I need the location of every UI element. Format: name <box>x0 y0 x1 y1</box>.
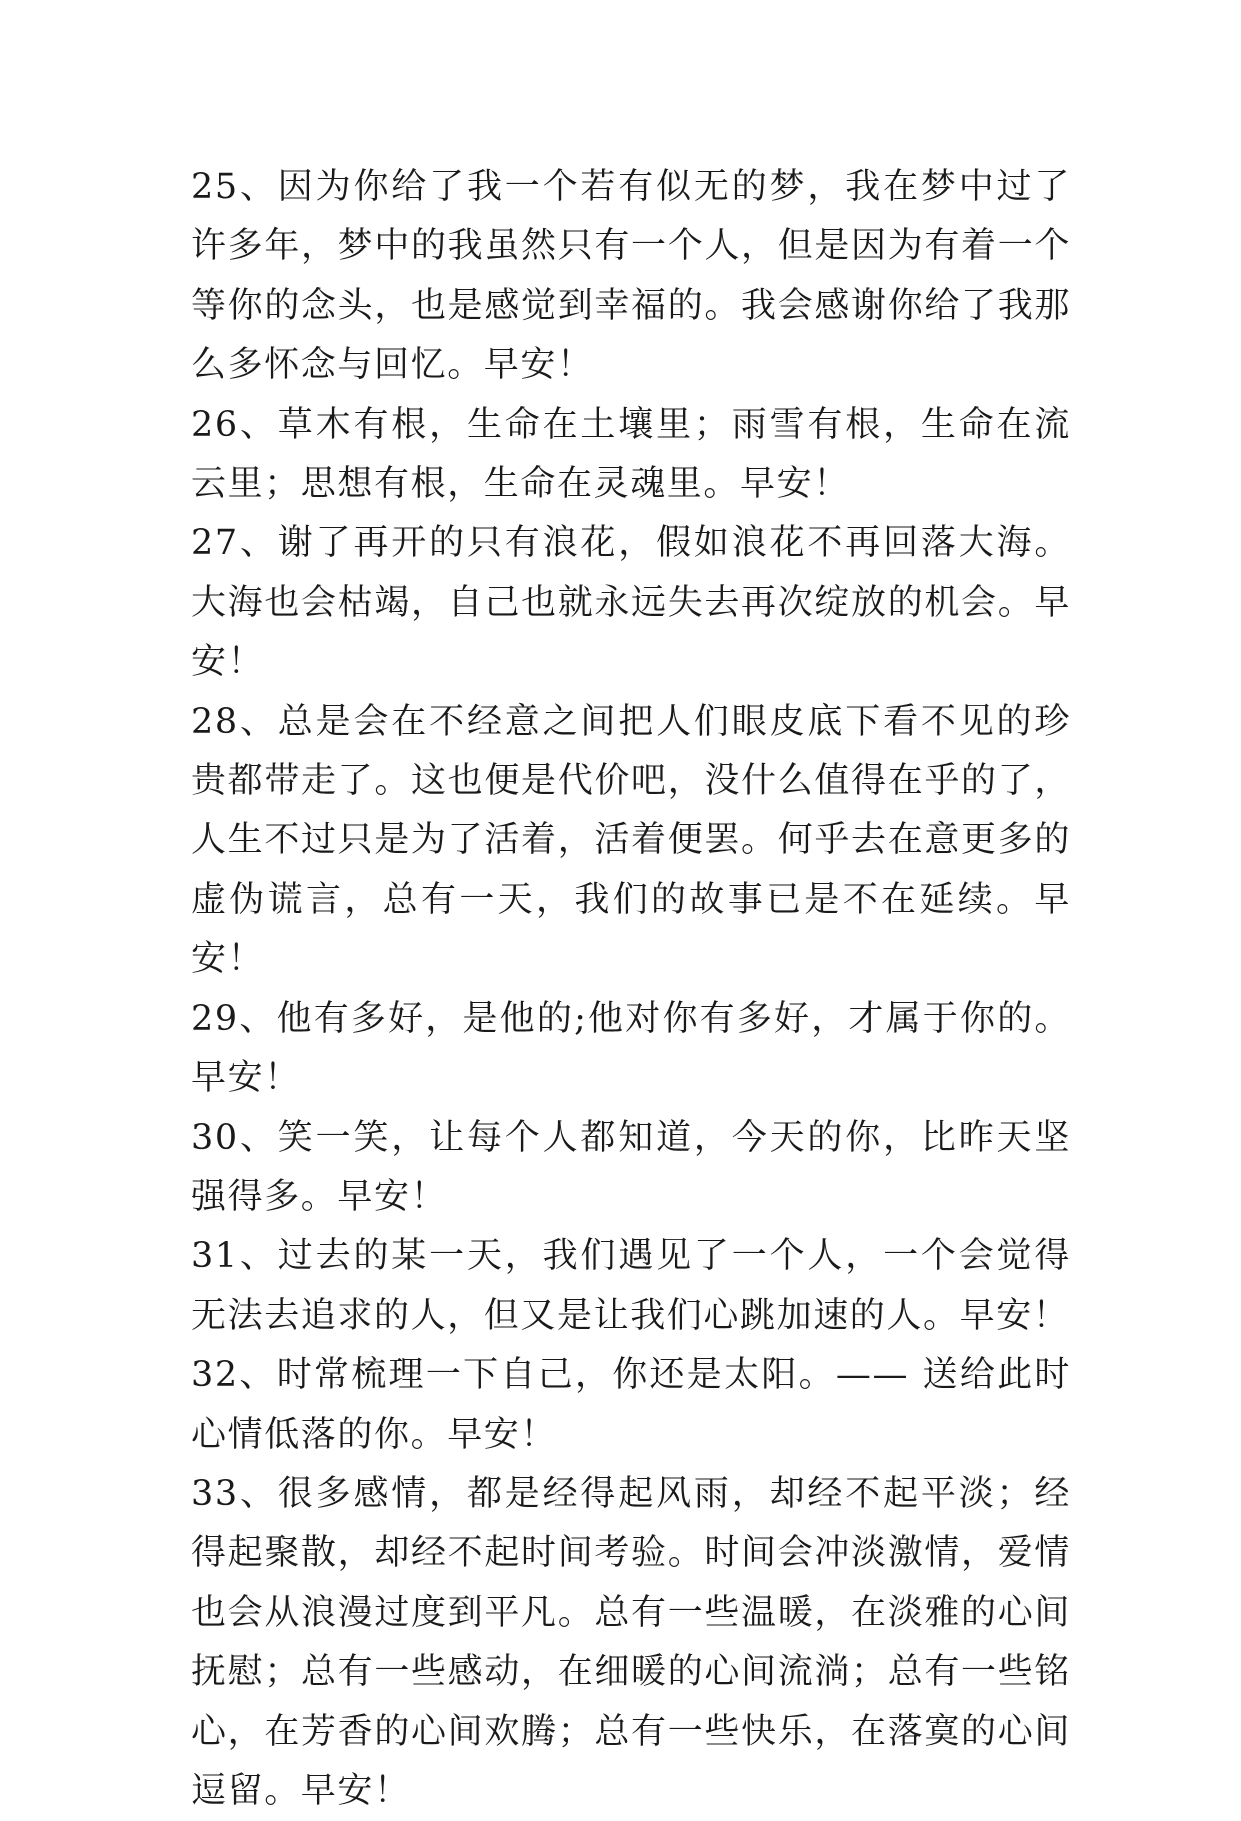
paragraph-25: 25、因为你给了我一个若有似无的梦，我在梦中过了许多年，梦中的我虽然只有一个人，但是因为有着一个等你的念头，也是感觉到幸福的。我会感谢你给了我那么多怀念与回忆。早安！ <box>191 167 1071 386</box>
paragraph-27: 27、谢了再开的只有浪花，假如浪花不再回落大海。大海也会枯竭，自己也就永远失去再次绽放的机会。早安！ <box>191 523 1071 683</box>
paragraph-29: 29、他有多好，是他的;他对你有多好，才属于你的。早安！ <box>191 998 1071 1099</box>
paragraph-32: 32、时常梳理一下自己，你还是太阳。—— 送给此时心情低落的你。早安！ <box>191 1355 1071 1455</box>
paragraph-26: 26、草木有根，生命在土壤里；雨雪有根，生命在流云里；思想有根，生命在灵魂里。早安！ <box>191 404 1071 505</box>
paragraph-31: 31、过去的某一天，我们遇见了一个人，一个会觉得无法去追求的人，但又是让我们心跳加速的人。早安！ <box>191 1236 1071 1336</box>
paragraph-28: 28、总是会在不经意之间把人们眼皮底下看不见的珍贵都带走了。这也便是代价吧，没什么值得在乎的了，人生不过只是为了活着，活着便罢。何乎去在意更多的虚伪谎言，总有一天，我们的故事已是不在延续。早安！ <box>191 701 1071 980</box>
document-body <box>191 158 1071 1821</box>
paragraph-30: 30、笑一笑，让每个人都知道，今天的你，比昨天坚强得多。早安！ <box>191 1117 1071 1217</box>
paragraph-33: 33、很多感情，都是经得起风雨，却经不起平淡；经得起聚散，却经不起时间考验。时间会冲淡激情，爱情也会从浪漫过度到平凡。总有一些温暖，在淡雅的心间抚慰；总有一些感动，在细暖的心间流淌；总有一些铭心，在芳香的心间欢腾；总有一些快乐，在落寞的心间逗留。早安！ <box>191 1473 1071 1811</box>
